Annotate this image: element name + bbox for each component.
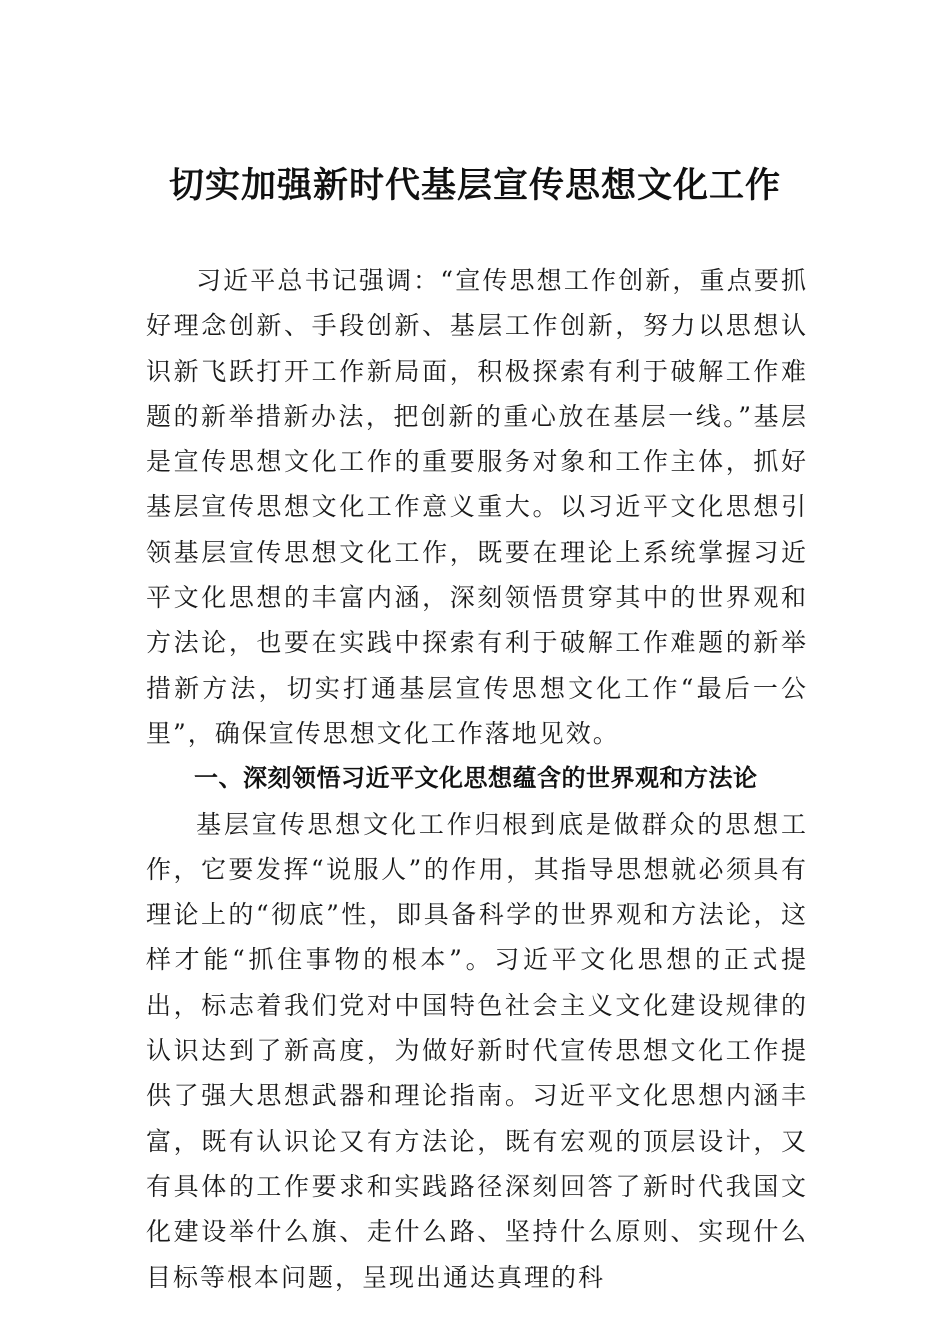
document-body bbox=[146, 258, 808, 1300]
section-heading: 一、深刻领悟习近平文化思想蕴含的世界观和方法论 bbox=[194, 764, 758, 793]
document-title: 切实加强新时代基层宣传思想文化工作 bbox=[168, 165, 781, 206]
intro-paragraph: 习近平总书记强调：“宣传思想工作创新，重点要抓好理念创新、手段创新、基层工作创新，努力以思想认识新飞跃打开工作新局面，积极探索有利于破解工作难题的新举措新办法，把创新的重心放在基层一线。”基层是宣传思想文化工作的重要服务对象和工作主体，抓好基层宣传思想文化工作意义重大。以习近平文化思想引领基层宣传思想文化工作，既要在理论上系统掌握习近平文化思想的丰富内涵，深刻领悟贯穿其中的世界观和方法论，也要在实践中探索有利于破解工作难题的新举措新方法，切实打通基层宣传思想文化工作“最后一公里”，确保宣传思想文化工作落地见效。 bbox=[146, 266, 808, 748]
section-paragraph: 基层宣传思想文化工作归根到底是做群众的思想工作，它要发挥“说服人”的作用，其指导思想就必须具有理论上的“彻底”性，即具备科学的世界观和方法论，这样才能“抓住事物的根本”。习近平文化思想的正式提出，标志着我们党对中国特色社会主义文化建设规律的认识达到了新高度，为做好新时代宣传思想文化工作提供了强大思想武器和理论指南。习近平文化思想内涵丰富，既有认识论又有方法论，既有宏观的顶层设计，又有具体的工作要求和实践路径深刻回答了新时代我国文化建设举什么旗、走什么路、坚持什么原则、实现什么目标等根本问题，呈现出通达真理的科 bbox=[146, 809, 808, 1292]
